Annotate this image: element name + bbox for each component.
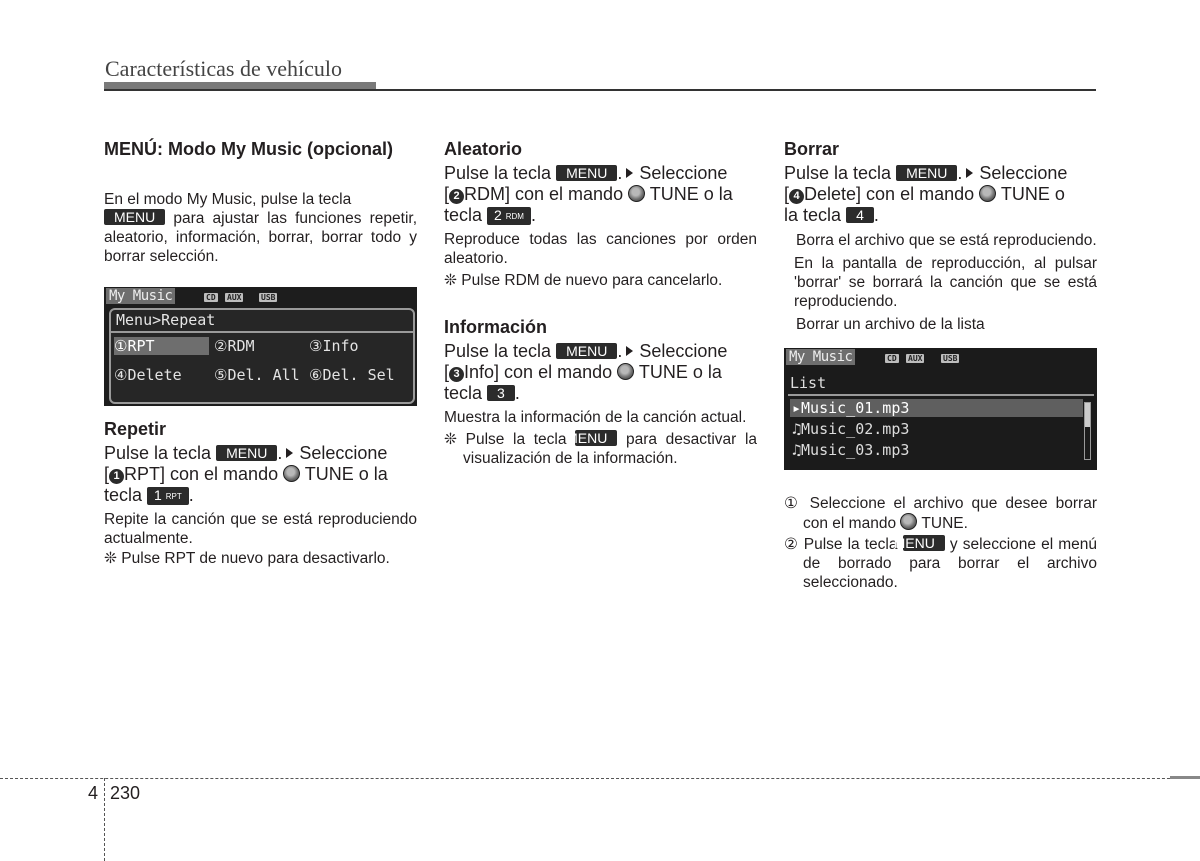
- repetir-description: Repite la canción que se está reproduciendo actualmente.: [104, 511, 417, 547]
- scrollbar-thumb[interactable]: [1085, 403, 1090, 427]
- text: la tecla: [784, 205, 842, 225]
- text: ② Pulse la tecla: [784, 536, 898, 553]
- informacion-note: [444, 430, 757, 468]
- aleatorio-heading: Aleatorio: [444, 139, 523, 159]
- informacion-description: Muestra la información de la canción actual.: [444, 409, 747, 426]
- menu-key: MENU: [216, 445, 277, 461]
- list-header: List: [790, 374, 827, 392]
- tune-knob-icon: [617, 363, 634, 380]
- aleatorio-description: Reproduce todas las canciones por orden aleatorio.: [444, 231, 757, 267]
- footer-rule: [0, 778, 1200, 779]
- rdm-key: [487, 207, 531, 225]
- borrar-playback-note: En la pantalla de reproducción, al pulsar 'borrar' se borrará la canción que se está reproduciendo.: [794, 255, 1097, 310]
- aux-badge: AUX: [908, 354, 923, 363]
- text: Pulse la tecla: [444, 341, 552, 361]
- option-rpt[interactable]: ①RPT: [114, 337, 209, 355]
- my-music-list-screen: [784, 348, 1097, 470]
- section-title: Características de vehículo: [105, 56, 343, 81]
- text: TUNE o la: [649, 184, 733, 204]
- option-del-all[interactable]: ⑤Del. All: [214, 366, 300, 384]
- text: RPT] con el mando: [124, 464, 279, 484]
- header-accent-bar: [104, 82, 376, 89]
- text: TUNE o la: [304, 464, 388, 484]
- menu-path: Menu>Repeat: [116, 311, 216, 329]
- repetir-note: ❊ Pulse RPT de nuevo para desactivarlo.: [104, 550, 390, 567]
- key-number: 1: [154, 487, 162, 503]
- aleatorio-instructions: Pulse la tecla MENU . Seleccione [ 2 RDM] con el mando TUNE o la tecla 2 $_{RDM}$ .: [444, 163, 733, 225]
- number-4-icon: 4: [789, 189, 804, 204]
- tune-knob-icon: [900, 513, 917, 530]
- screen-status-bar: [104, 287, 417, 307]
- footer-vertical-rule: [104, 778, 105, 861]
- menu-key: MENU: [556, 165, 617, 181]
- tune-knob-icon: [979, 185, 996, 202]
- info-key: 3: [487, 385, 515, 401]
- delete-key: 4: [846, 207, 874, 223]
- triangle-right-icon: [626, 168, 633, 178]
- intro-paragraph: [104, 190, 417, 266]
- list-scrollbar[interactable]: [1084, 402, 1091, 460]
- borrar-instructions: Pulse la tecla MENU . Seleccione [ 4 Delete] con el mando TUNE o la tecla 4 .: [784, 163, 1068, 225]
- informacion-heading: Información: [444, 317, 548, 337]
- text: [: [104, 464, 110, 484]
- menu-key: MENU: [896, 165, 957, 181]
- text: Seleccione: [299, 443, 388, 463]
- menu-panel: [109, 308, 415, 404]
- text: y seleccione el menú de borrado para borrar el archivo seleccionado.: [803, 536, 1097, 591]
- column-1: [104, 138, 417, 568]
- text: tecla: [444, 383, 483, 403]
- screen-title: My Music: [786, 349, 855, 365]
- triangle-right-icon: [626, 346, 633, 356]
- section-heading: MENÚ: Modo My Music (opcional): [104, 139, 393, 159]
- option-delete[interactable]: ④Delete: [114, 366, 182, 384]
- text: tecla: [444, 205, 483, 225]
- menu-key: MENU: [903, 535, 945, 551]
- repetir-heading: Repetir: [104, 419, 167, 439]
- text: Pulse la tecla: [444, 163, 552, 183]
- text: Pulse la tecla: [104, 443, 212, 463]
- menu-divider: [111, 331, 413, 333]
- text: tecla: [104, 485, 143, 505]
- key-label: RPT: [165, 492, 182, 501]
- tune-knob-icon: [628, 185, 645, 202]
- step-1: [784, 494, 1097, 533]
- text: TUNE o la: [638, 362, 722, 382]
- borrar-heading: Borrar: [784, 139, 840, 159]
- file-name: Music_02.mp3: [801, 420, 910, 438]
- text: TUNE o: [1000, 184, 1065, 204]
- option-del-sel[interactable]: ⑥Del. Sel: [309, 366, 395, 384]
- intro-text-b: para ajustar las funciones repetir, aleatorio, información, borrar, borrar todo y borrar selección.: [104, 210, 417, 265]
- text: Seleccione: [979, 163, 1068, 183]
- text: RDM] con el mando: [464, 184, 624, 204]
- menu-key: MENU: [104, 209, 165, 225]
- informacion-instructions: Pulse la tecla MENU . Seleccione [ 3 Info] con el mando TUNE o la tecla 3 .: [444, 341, 728, 403]
- text: ① Seleccione el archivo que desee borrar con el mando: [784, 495, 1097, 532]
- usb-badge: USB: [943, 354, 958, 363]
- file-name: Music_03.mp3: [801, 441, 910, 459]
- text: Seleccione: [639, 341, 728, 361]
- text: TUNE.: [921, 515, 968, 532]
- column-3: [784, 138, 1097, 592]
- list-item[interactable]: ♫Music_02.mp3: [792, 420, 910, 438]
- rpt-key: [147, 487, 189, 505]
- aleatorio-note: ❊ Pulse RDM de nuevo para cancelarlo.: [444, 272, 723, 289]
- list-item[interactable]: ▸Music_01.mp3: [790, 399, 1083, 417]
- list-item[interactable]: ♫Music_03.mp3: [792, 441, 910, 459]
- usb-badge: USB: [261, 293, 276, 302]
- footer-accent: [1170, 776, 1200, 779]
- tune-knob-icon: [283, 465, 300, 482]
- key-number: 2: [494, 207, 502, 223]
- borrar-list-title: Borrar un archivo de la lista: [796, 316, 985, 333]
- number-1-icon: 1: [109, 469, 124, 484]
- text: Info] con el mando: [464, 362, 613, 382]
- intro-text-a: En el modo My Music, pulse la tecla: [104, 191, 352, 208]
- menu-key: MENU: [556, 343, 617, 359]
- screen-status-bar: [784, 348, 1097, 368]
- column-2: [444, 138, 757, 468]
- triangle-right-icon: [966, 168, 973, 178]
- file-name: Music_01.mp3: [801, 399, 910, 417]
- text: Delete] con el mando: [804, 184, 975, 204]
- aux-badge: AUX: [227, 293, 242, 302]
- menu-key: MENU: [575, 430, 617, 446]
- list-divider: [788, 394, 1094, 396]
- step-2: [784, 535, 1097, 592]
- borrar-description: Borra el archivo que se está reproduciendo.: [796, 232, 1097, 249]
- page-number: 230: [110, 783, 141, 803]
- screen-title: My Music: [106, 288, 175, 304]
- cd-badge: CD: [887, 354, 897, 363]
- text: Pulse la tecla: [784, 163, 892, 183]
- text: para desactivar la visualización de la información.: [463, 431, 758, 467]
- option-rdm[interactable]: ②RDM: [214, 337, 255, 355]
- key-label: RDM: [505, 212, 524, 221]
- my-music-menu-screen: [104, 287, 417, 406]
- header-rule: [104, 89, 1096, 91]
- option-info[interactable]: ③Info: [309, 337, 359, 355]
- cd-badge: CD: [206, 293, 216, 302]
- repetir-instructions: Pulse la tecla MENU . Seleccione [ 1 RPT] con el mando TUNE o la tecla 1 $_{RPT}$ .: [104, 443, 388, 505]
- number-3-icon: 3: [449, 367, 464, 382]
- chapter-number: 4: [88, 783, 99, 803]
- text: Seleccione: [639, 163, 728, 183]
- number-2-icon: 2: [449, 189, 464, 204]
- triangle-right-icon: [286, 448, 293, 458]
- text: ❊ Pulse la tecla: [444, 431, 567, 448]
